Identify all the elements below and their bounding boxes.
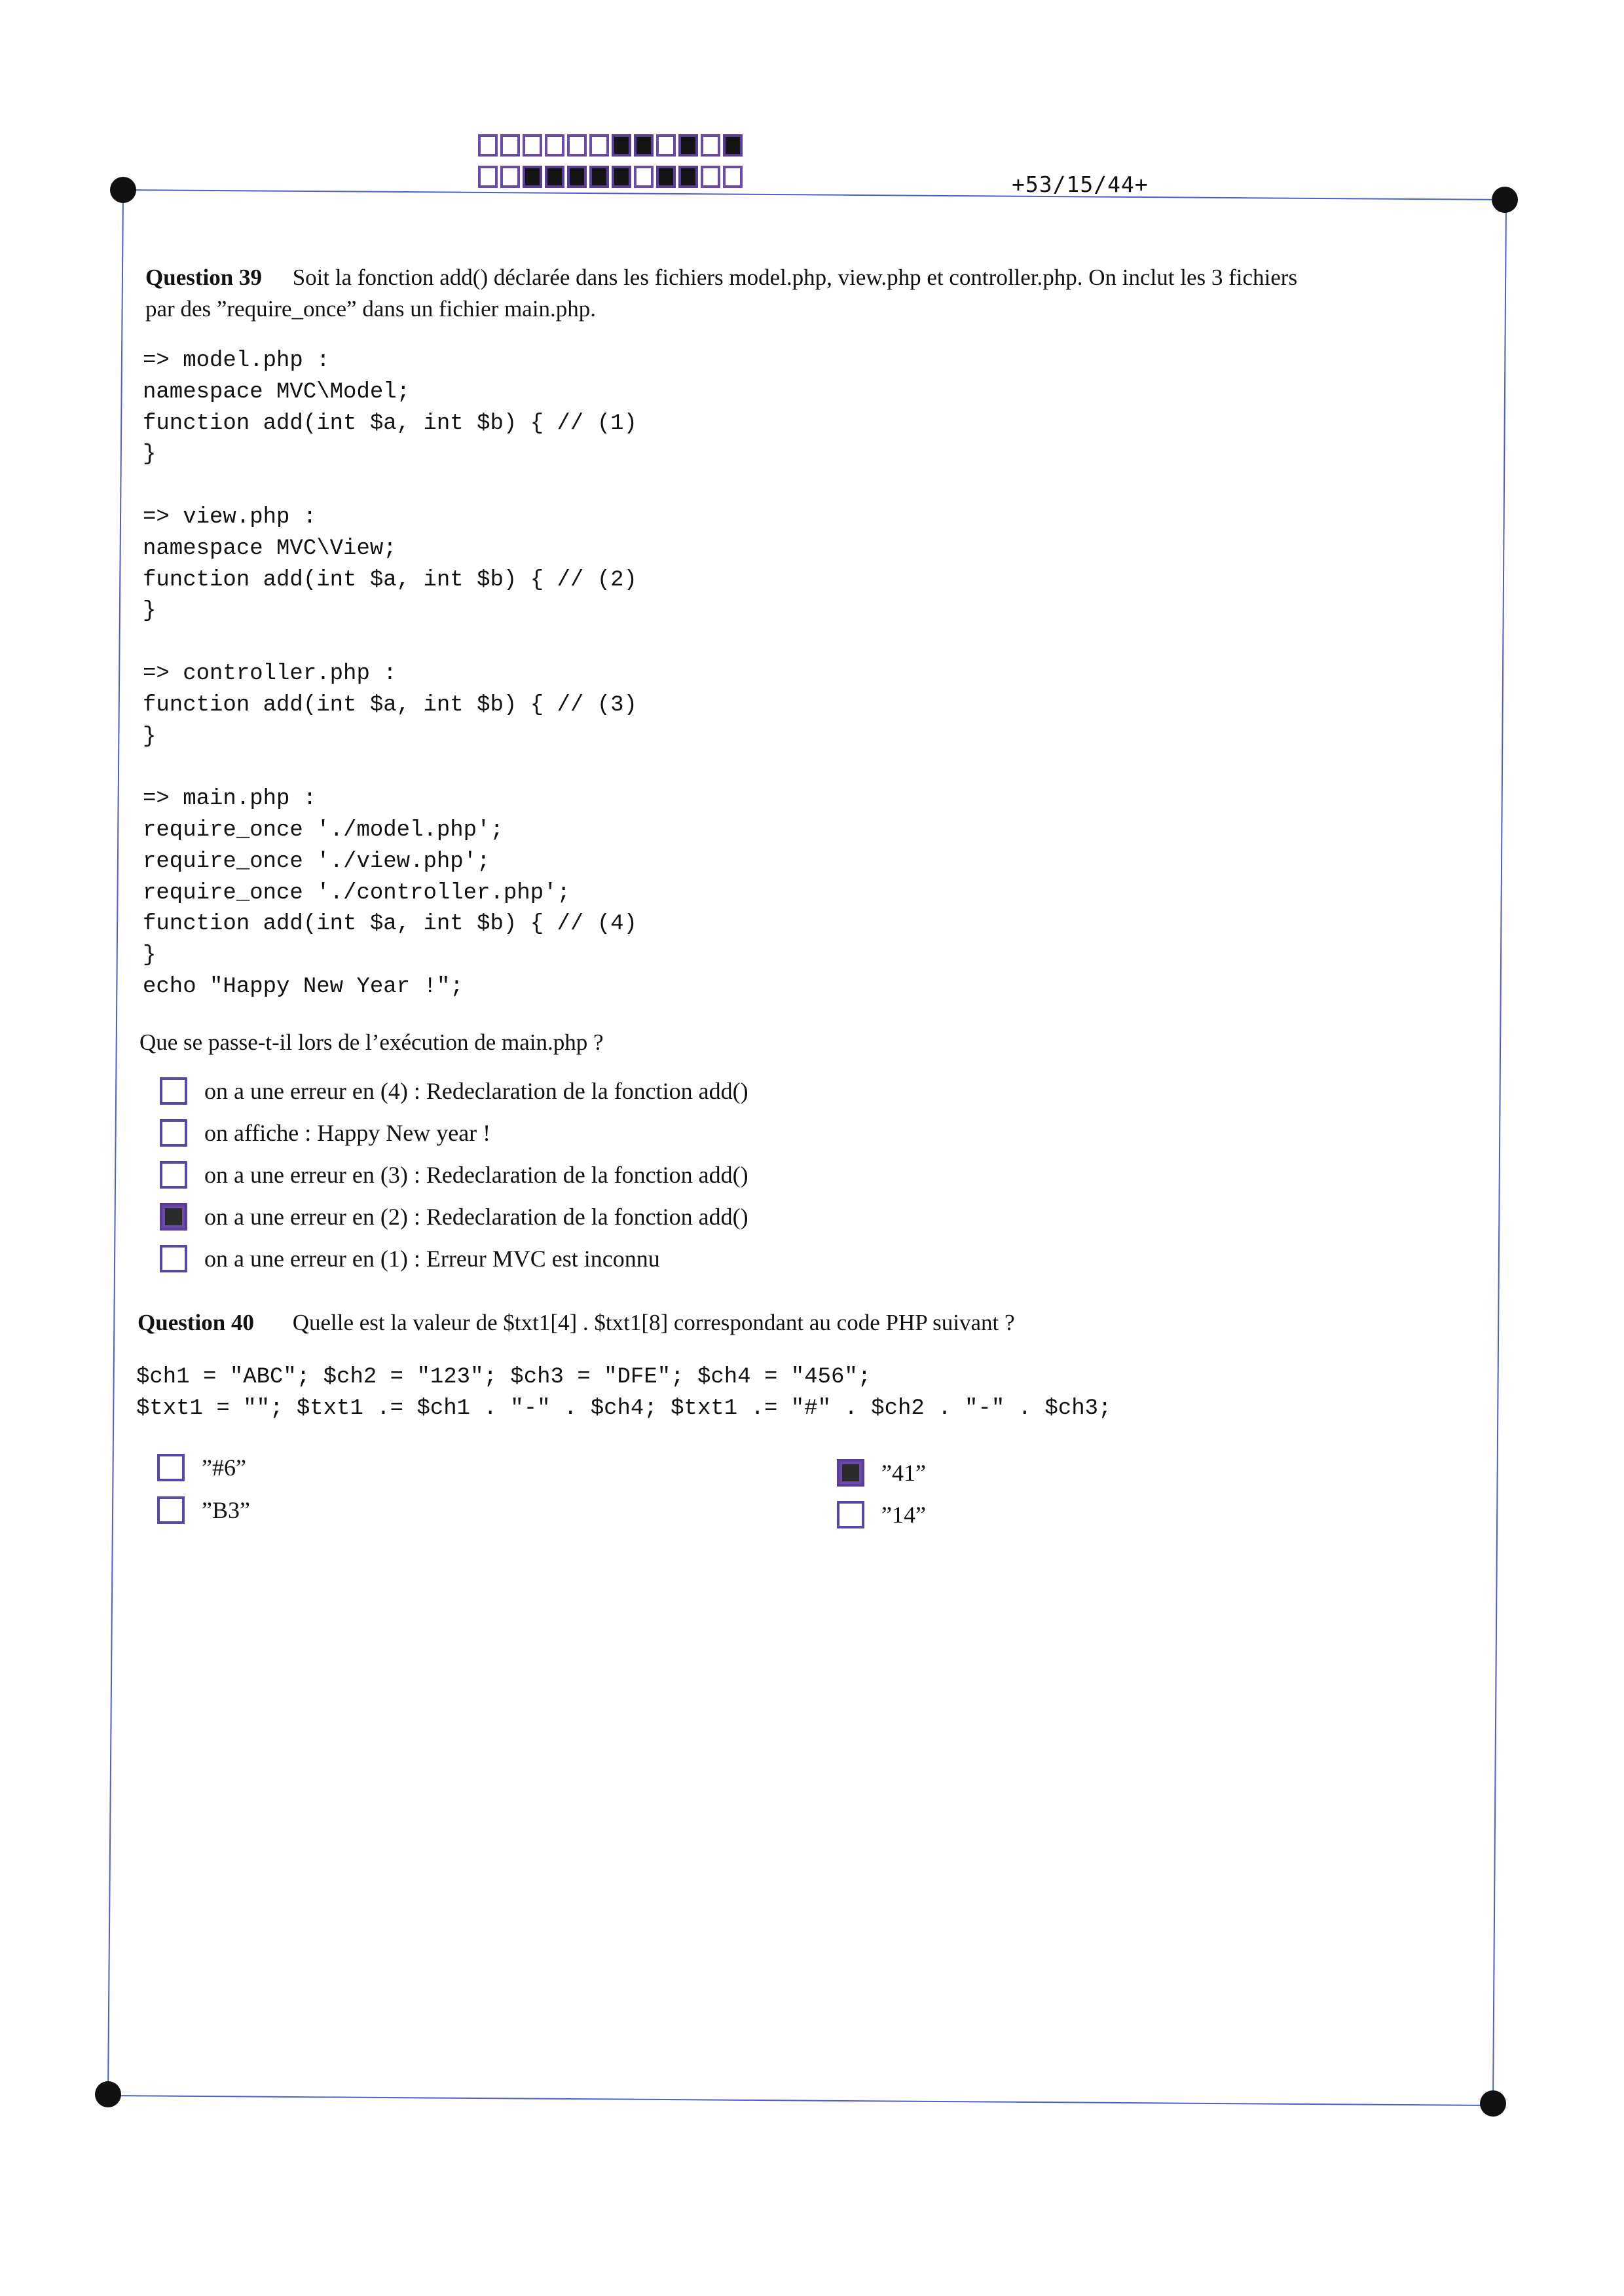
barcode-cell <box>612 134 631 157</box>
q39-choice[interactable] <box>160 1077 748 1105</box>
barcode-cell <box>656 134 676 157</box>
barcode-cell <box>723 166 743 188</box>
barcode-cell <box>701 134 720 157</box>
answer-label: on a une erreur en (2) : Redeclaration de la fonction add() <box>204 1204 748 1230</box>
barcode-row-1 <box>478 134 743 157</box>
barcode-cell <box>678 134 698 157</box>
barcode-row-2 <box>478 166 743 188</box>
question-text: Quelle est la valeur de $txt1[4] . $txt1[8] correspondant au code PHP suivant ? <box>292 1310 1015 1335</box>
barcode-cell <box>478 166 498 188</box>
barcode-cell <box>567 166 587 188</box>
q39-choice[interactable] <box>160 1161 748 1189</box>
code-block-q39: => model.php : namespace MVC\Model; function add(int $a, int $b) { // (1) } => view.php : namespace MVC\View; function add(int $a, int $b) { // (2) } => controller.php : function add(int $a, int $b) { // (3) } => main.php : require_once './model.php'; require_once './view.php'; require_once './controller.php'; function add(int $a, int $b) { // (4) } echo "Happy New Year !"; <box>143 348 637 999</box>
answer-checkbox[interactable] <box>160 1245 187 1272</box>
question-40 <box>138 1307 1480 1339</box>
q40-choice[interactable] <box>157 1496 250 1524</box>
q40-choice[interactable] <box>837 1459 926 1487</box>
q39-choice[interactable] <box>160 1119 490 1147</box>
barcode-cell <box>634 166 654 188</box>
answer-checkbox[interactable] <box>837 1459 864 1487</box>
answer-label: on a une erreur en (1) : Erreur MVC est inconnu <box>204 1246 660 1272</box>
answer-checkbox[interactable] <box>157 1496 185 1524</box>
answer-checkbox[interactable] <box>160 1077 187 1105</box>
q40-choice[interactable] <box>157 1454 246 1481</box>
barcode-cell <box>678 166 698 188</box>
q39-choice[interactable] <box>160 1245 660 1272</box>
barcode-cell <box>634 134 654 157</box>
barcode-cell <box>589 166 609 188</box>
question-39-prompt: Que se passe-t-il lors de l’exécution de main.php ? <box>139 1029 604 1055</box>
question-title: Question 40 <box>138 1310 254 1335</box>
barcode-cell <box>701 166 720 188</box>
barcode-cell <box>612 166 631 188</box>
answer-label: ”14” <box>881 1502 926 1528</box>
corner-marker-bottom-left <box>95 2081 121 2107</box>
answer-checkbox[interactable] <box>157 1454 185 1481</box>
question-title: Question 39 <box>145 265 262 290</box>
answer-checkbox[interactable] <box>160 1161 187 1189</box>
barcode-cell <box>656 166 676 188</box>
barcode-cell <box>523 166 542 188</box>
barcode-cell <box>500 134 520 157</box>
corner-marker-top-right <box>1492 187 1518 213</box>
barcode-cell <box>545 134 564 157</box>
answer-label: ”#6” <box>202 1454 246 1481</box>
answer-checkbox[interactable] <box>837 1501 864 1528</box>
answer-label: ”B3” <box>202 1497 250 1523</box>
question-text: Soit la fonction add() déclarée dans les fichiers model.php, view.php et controller.php. On inclut les 3 fichiers <box>292 265 1298 290</box>
barcode-cell <box>723 134 743 157</box>
q40-choice[interactable] <box>837 1501 926 1528</box>
answer-label: ”41” <box>881 1460 926 1486</box>
sheet-code: +53/15/44+ <box>1012 172 1149 197</box>
question-39 <box>145 262 1488 325</box>
q39-choice[interactable] <box>160 1203 748 1231</box>
answer-label: on a une erreur en (4) : Redeclaration de la fonction add() <box>204 1078 748 1104</box>
barcode-cell <box>500 166 520 188</box>
corner-marker-bottom-right <box>1480 2090 1506 2117</box>
barcode-cell <box>589 134 609 157</box>
barcode-cell <box>478 134 498 157</box>
corner-marker-top-left <box>110 177 136 203</box>
barcode-cell <box>545 166 564 188</box>
barcode-cell <box>567 134 587 157</box>
question-text-continued: par des ”require_once” dans un fichier main.php. <box>145 296 597 322</box>
answer-checkbox[interactable] <box>160 1119 187 1147</box>
code-block-q40: $ch1 = "ABC"; $ch2 = "123"; $ch3 = "DFE"; $ch4 = "456"; $txt1 = ""; $txt1 .= $ch1 . "-" . $ch4; $txt1 .= "#" . $ch2 . "-" . $ch3; <box>136 1365 1112 1421</box>
answer-label: on affiche : Happy New year ! <box>204 1120 491 1146</box>
answer-label: on a une erreur en (3) : Redeclaration de la fonction add() <box>204 1162 748 1188</box>
answer-checkbox[interactable] <box>160 1203 187 1231</box>
barcode-cell <box>523 134 542 157</box>
